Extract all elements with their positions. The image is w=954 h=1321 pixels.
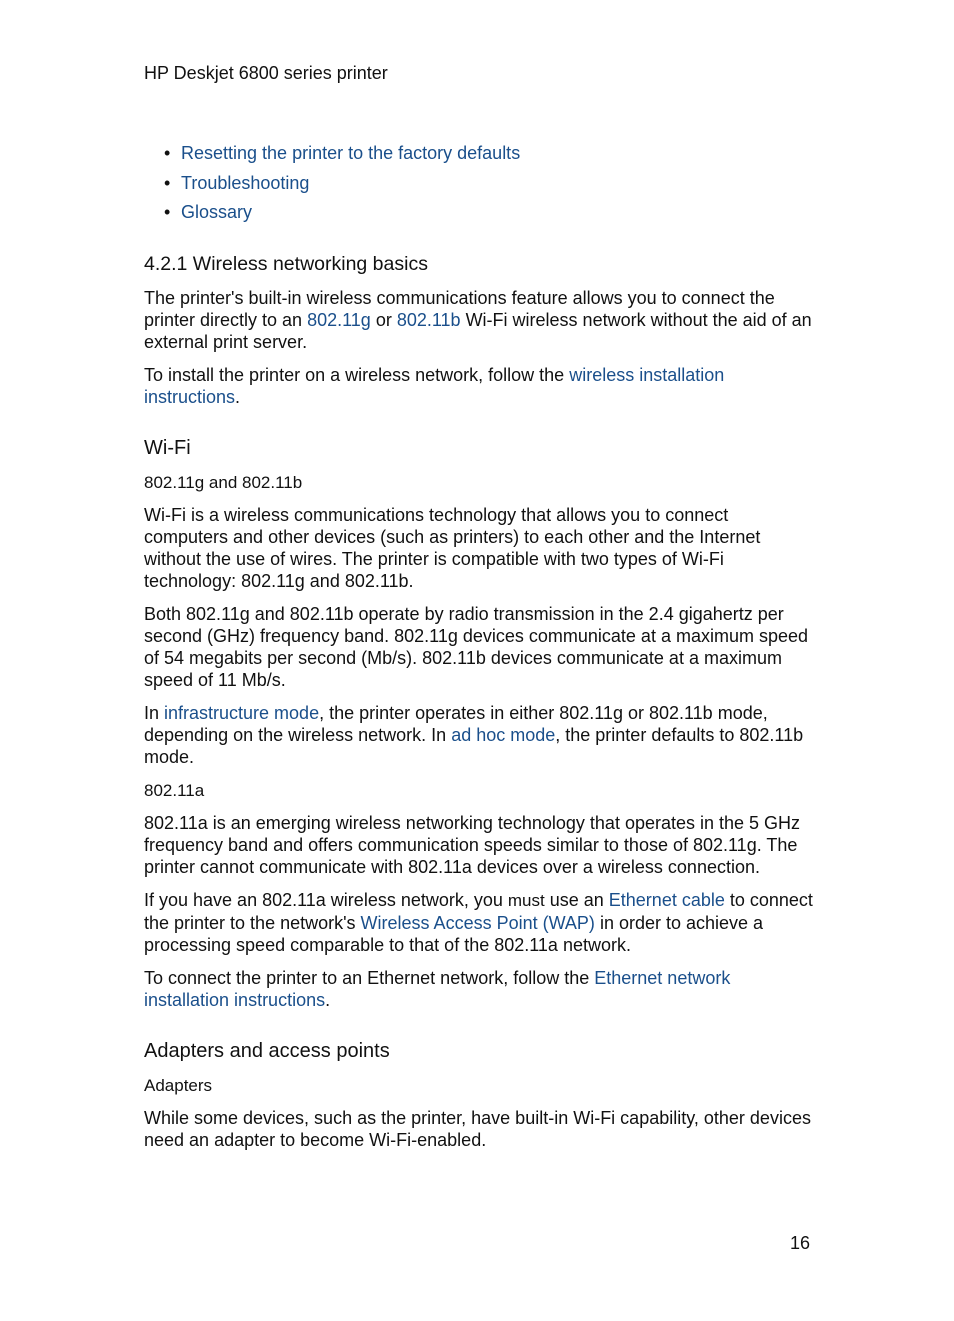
paragraph-intro <box>144 287 814 353</box>
link-infrastructure-mode[interactable]: infrastructure mode <box>164 703 320 723</box>
subheading-adapters: Adapters <box>144 1076 213 1095</box>
list-item <box>164 201 520 231</box>
heading-adapters-access-points: Adapters and access points <box>144 1040 390 1062</box>
bullet-icon: • <box>164 172 171 193</box>
link-reset-defaults[interactable]: Resetting the printer to the factory defaults <box>181 143 521 163</box>
bullet-icon: • <box>164 143 171 163</box>
bullet-icon: • <box>164 202 171 222</box>
text: In <box>144 703 165 723</box>
link-wap[interactable]: Wireless Access Point (WAP) <box>360 913 595 933</box>
link-80211g[interactable]: 802.11g <box>307 310 371 330</box>
paragraph-frequency: Both 802.11g and 802.11b operate by radio transmission in the 2.4 gigahertz per second (GHz) frequency band. 802.11g devices communicate at a maximum speed of 54 megabits per second (Mb/s). 802.11b devices communicate at a maximum speed of 11 Mb/s. <box>144 604 809 690</box>
link-ad-hoc-mode[interactable]: ad hoc mode <box>451 725 556 745</box>
paragraph-modes <box>144 702 814 768</box>
link-wireless-install[interactable]: wireless installation instructions <box>144 365 725 407</box>
text: or <box>370 310 397 330</box>
text: use an <box>544 890 609 910</box>
paragraph-install <box>144 364 814 408</box>
text: . <box>325 990 331 1010</box>
text: Wi-Fi wireless network without the aid of an external print server. <box>144 310 812 352</box>
link-troubleshooting[interactable]: Troubleshooting <box>181 172 310 193</box>
text: To connect the printer to an Ethernet network, follow the <box>144 968 595 988</box>
emphasis-must: must <box>507 891 545 910</box>
text: To install the printer on a wireless network, follow the <box>144 365 570 385</box>
text: in order to achieve a processing speed comparable to that of the 802.11a network. <box>144 913 764 955</box>
list-item <box>164 172 520 202</box>
paragraph-ethernet-required <box>144 889 814 956</box>
paragraph-80211a: 802.11a is an emerging wireless networking technology that operates in the 5 GHz frequency band and offers communication speeds similar to those of 802.11g. The printer cannot communicate with 802.11a devices over a wireless connection. <box>144 813 801 877</box>
heading-wifi: Wi-Fi <box>144 437 191 459</box>
text: . <box>235 387 241 407</box>
link-ethernet-install[interactable]: Ethernet network installation instructions <box>144 968 731 1010</box>
page-header: HP Deskjet 6800 series printer <box>144 63 388 83</box>
text: , the printer defaults to 802.11b mode. <box>144 725 804 767</box>
link-80211b[interactable]: 802.11b <box>396 310 461 330</box>
paragraph-adapters: While some devices, such as the printer, have built-in Wi-Fi capability, other devices need an adapter to become Wi-Fi-enabled. <box>144 1108 811 1150</box>
text: , the printer operates in either 802.11g or 802.11b mode, depending on the wireless network. In <box>144 703 768 745</box>
text: to connect the printer to the network's <box>144 890 813 933</box>
related-links-list <box>164 142 520 231</box>
paragraph-wifi-desc: Wi-Fi is a wireless communications technology that allows you to connect computers and other devices (such as printers) to each other and the Internet without the use of wires. The printer is compatible with two types of Wi-Fi technology: 802.11g and 802.11b. <box>144 505 761 591</box>
text: The printer's built-in wireless communications feature allows you to connect the printer directly to an <box>144 288 775 330</box>
subheading-80211g-b: 802.11g and 802.11b <box>144 473 303 492</box>
link-ethernet-cable[interactable]: Ethernet cable <box>608 890 725 910</box>
section-heading-wireless-basics: 4.2.1 Wireless networking basics <box>144 253 428 275</box>
subheading-80211a: 802.11a <box>144 781 205 800</box>
page-number: 16 <box>789 1233 810 1253</box>
list-item <box>164 142 520 172</box>
paragraph-ethernet-install <box>144 967 814 1011</box>
link-glossary[interactable]: Glossary <box>181 202 253 222</box>
text: If you have an 802.11a wireless network, you <box>144 890 508 910</box>
